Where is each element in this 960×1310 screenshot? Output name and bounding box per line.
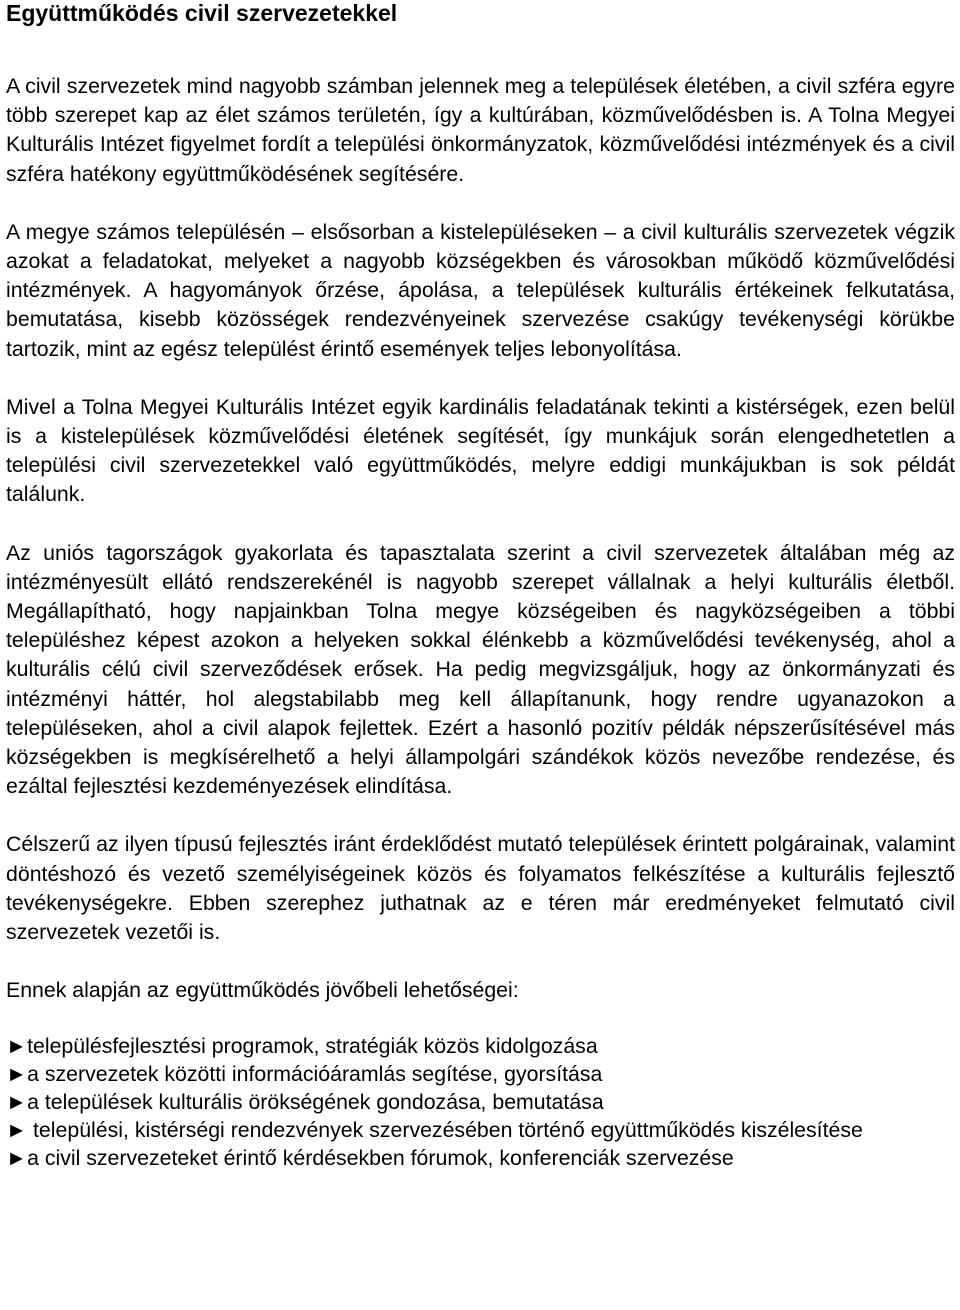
triangle-right-icon: ► — [6, 1062, 28, 1087]
page-title: Együttműködés civil szervezetekkel — [6, 0, 398, 26]
paragraph-5: Célszerű az ilyen típusú fejlesztés iránt érdeklődést mutató települések érintett polgárainak, valamint döntéshozó és vezető személyiségeinek közös és folyamatos felkészítése a kulturális fejlesztő tevékenységekre. Ebben szerephez juthatnak az e téren már eredményeket felmutató civil szervezetek vezetői is. — [6, 832, 955, 945]
list-item — [6, 1032, 955, 1060]
list-intro: Ennek alapján az együttműködés jövőbeli lehetőségei: — [6, 978, 519, 1003]
list-item-text: települési, kistérségi rendezvények szervezésében történő együttműködés kiszélesítése — [27, 1118, 863, 1143]
list-item — [6, 1088, 955, 1116]
document-page — [6, 0, 955, 1172]
list-item-text: a települések kulturális örökségének gondozása, bemutatása — [27, 1090, 604, 1115]
list-item — [6, 1116, 955, 1144]
triangle-right-icon: ► — [6, 1118, 28, 1143]
triangle-right-icon: ► — [6, 1034, 28, 1059]
paragraph-4: Az uniós tagországok gyakorlata és tapasztalata szerint a civil szervezetek általában még az intézményesült ellátó rendszerekénél is nagyobb szerepet vállalnak a helyi kulturális életből. Megállapítható, hogy napjainkban Tolna megye községeiben és nagyközségeiben a többi településhez képest azokon a helyeken sokkal élénkebb a közművelődési tevékenység, ahol a kulturális célú civil szerveződések erősek. Ha pedig megvizsgáljuk, hogy az önkormányzati és intézményi háttér, hol alegstabilabb meg kell állapítanunk, hogy rendre ugyanazokon a településeken, ahol a civil alapok fejlettek. Ezért a hasonló pozitív példák népszerűsítésével más községekben is megkísérelhető a helyi állampolgári szándékok közös nevezőbe rendezése, és ezáltal fejlesztési kezdeményezések elindítása. — [6, 540, 955, 799]
paragraph-3: Mivel a Tolna Megyei Kulturális Intézet egyik kardinális feladatának tekinti a kistérségek, ezen belül is a kistelepülések közművelődési életének segítését, így munkájuk során elengedhetetlen a települési civil szervezetekkel való együttműködés, melyre eddigi munkájukban is sok példát találunk. — [6, 394, 955, 507]
list-item — [6, 1060, 955, 1088]
list-item-text: a civil szervezeteket érintő kérdésekben fórumok, konferenciák szervezése — [27, 1146, 734, 1171]
triangle-right-icon: ► — [6, 1146, 28, 1171]
paragraph-2: A megye számos településén – elsősorban a kistelepüléseken – a civil kulturális szervezetek végzik azokat a feladatokat, melyeket a nagyobb községekben és városokban működő közművelődési intézmények. A hagyományok őrzése, ápolása, a települések kulturális értékeinek felkutatása, bemutatása, kisebb közösségek rendezvényeinek szervezése csakúgy tevékenységi körükbe tartozik, mint az egész települést érintő események teljes lebonyolítása. — [6, 219, 955, 361]
list-item — [6, 1144, 955, 1172]
list-item-text: településfejlesztési programok, stratégiák közös kidolgozása — [27, 1034, 598, 1059]
paragraph-1: A civil szervezetek mind nagyobb számban jelennek meg a települések életében, a civil szféra egyre több szerepet kap az élet számos területén, így a kultúrában, közművelődésben is. A Tolna Megyei Kulturális Intézet figyelmet fordít a települési önkormányzatok, közművelődési intézmények és a civil szféra hatékony együttműködésének segítésére. — [6, 74, 955, 186]
cooperation-list — [6, 1032, 955, 1172]
triangle-right-icon: ► — [6, 1090, 28, 1115]
list-item-text: a szervezetek közötti információáramlás segítése, gyorsítása — [27, 1062, 603, 1087]
